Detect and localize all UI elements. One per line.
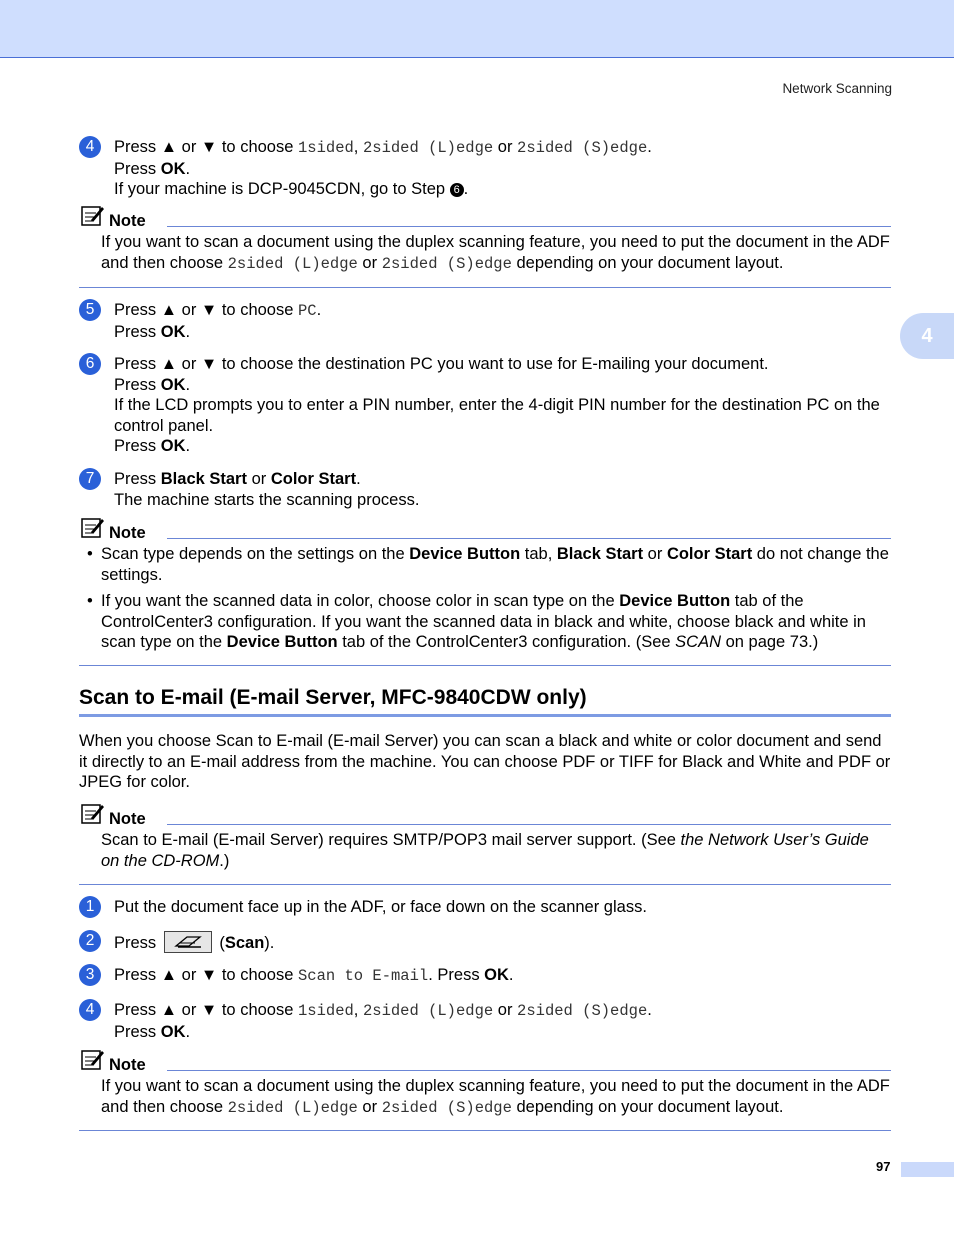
step-number-badge: 7 <box>79 468 101 490</box>
section-heading <box>79 686 891 717</box>
step-1: 1 Put the document face up in the ADF, or face down on the scanner glass. <box>79 897 891 918</box>
note-pencil-icon <box>81 1048 105 1070</box>
list-item: • Scan type depends on the settings on the Device Button tab, Black Start or Color Start do not change the settings. <box>101 544 891 585</box>
top-banner <box>0 0 954 58</box>
list-item: • If you want the scanned data in color, choose color in scan type on the Device Button tab of the ControlCenter3 configuration. If you want the scanned data in black and white, choose black and white in scan type on the Device Button tab of the ControlCenter3 configuration. (See SCAN on page 73.) <box>101 591 891 653</box>
step-number-badge: 5 <box>79 299 101 321</box>
note-rule <box>167 538 891 539</box>
note-label: Note <box>109 810 146 828</box>
step-6: 6 Press ▲ or ▼ to choose the destination PC you want to use for E-mailing your document. Press OK. If the LCD prompts you to enter a PIN number, enter the 4-digit PIN number for the destination PC on the control panel. Press OK. <box>79 354 891 457</box>
step-number-badge: 1 <box>79 896 101 918</box>
chapter-tab: 4 <box>900 313 954 359</box>
step-2: 2 Press (Scan). <box>79 931 891 954</box>
page-number: 97 <box>876 1159 891 1174</box>
step-number-badge: 3 <box>79 964 101 986</box>
note-label: Note <box>109 524 146 542</box>
note-label: Note <box>109 212 146 230</box>
step-number-badge: 4 <box>79 999 101 1021</box>
scan-key-icon <box>164 931 212 953</box>
step-number-badge: 2 <box>79 930 101 952</box>
link-scan[interactable]: SCAN <box>675 633 721 651</box>
section-title: Scan to E-mail (E-mail Server, MFC-9840CDW only) <box>79 686 587 709</box>
step-4-top: 4 Press ▲ or ▼ to choose 1sided, 2sided (L)edge or 2sided (S)edge. Press OK. If your machine is DCP-9045CDN, go to Step 6 . <box>79 137 891 200</box>
step-7: 7 Press Black Start or Color Start. The machine starts the scanning process. <box>79 469 891 510</box>
footer-bar <box>901 1162 954 1177</box>
note-box-4: Note If you want to scan a document using the duplex scanning feature, you need to put the document in the ADF and then choose 2sided (L)edge or 2sided (S)edge depending on your document layout. <box>79 1052 891 1131</box>
link-network-users-guide[interactable]: the Network User’s Guide on the CD-ROM <box>101 831 869 870</box>
step-reference-badge: 6 <box>450 183 464 197</box>
note-rule <box>167 824 891 825</box>
step-5: 5 Press ▲ or ▼ to choose PC. Press OK. <box>79 300 891 342</box>
step-4-bottom: 4 Press ▲ or ▼ to choose 1sided, 2sided (L)edge or 2sided (S)edge. Press OK. <box>79 1000 891 1042</box>
note-pencil-icon <box>81 204 105 226</box>
step-number-badge: 6 <box>79 353 101 375</box>
step-3: 3 Press ▲ or ▼ to choose Scan to E-mail. Press OK. <box>79 965 891 987</box>
note-bullet-list <box>101 544 891 653</box>
note-pencil-icon <box>81 802 105 824</box>
note-rule <box>167 226 891 227</box>
note-box-3: Note Scan to E-mail (E-mail Server) requires SMTP/POP3 mail server support. (See the Network User’s Guide on the CD-ROM.) <box>79 806 891 885</box>
note-label: Note <box>109 1056 146 1074</box>
running-header: Network Scanning <box>782 81 892 96</box>
note-rule <box>167 1070 891 1071</box>
note-box-1: Note If you want to scan a document using the duplex scanning feature, you need to put the document in the ADF and then choose 2sided (L)edge or 2sided (S)edge depending on your document layout. <box>79 208 891 288</box>
note-pencil-icon <box>81 516 105 538</box>
section-intro: When you choose Scan to E-mail (E-mail Server) you can scan a black and white or color document and send it directly to an E-mail address from the machine. You can choose PDF or TIFF for Black and White and PDF or JPEG for color. <box>79 732 891 791</box>
note-box-2 <box>79 520 891 666</box>
step-number-badge: 4 <box>79 136 101 158</box>
